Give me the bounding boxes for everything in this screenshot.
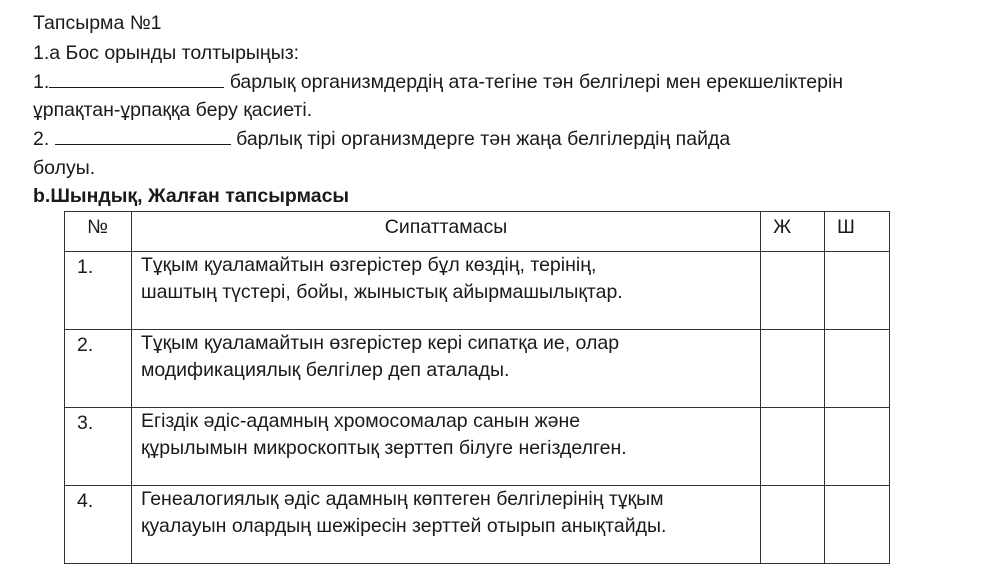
row-description-line: Тұқым қуаламайтын өзгерістер кері сипатқа ие, олар	[140, 332, 620, 354]
false-answer-cell[interactable]	[825, 252, 890, 330]
row-description-line: Генеалогиялық әдіс адамның көптеген белгілерінің тұқым	[140, 488, 664, 510]
table-row	[65, 408, 890, 486]
header-description: Сипаттамасы	[131, 212, 760, 252]
section-a-heading: 1.а Бос орынды толтырыңыз:	[33, 42, 300, 64]
header-true: Ж	[761, 212, 825, 252]
row-description-line: қуалауын олардың шежіресін зерттей отырып анықтайды.	[140, 515, 667, 537]
row-number: 1.	[65, 252, 132, 330]
row-description	[131, 330, 760, 408]
header-false: Ш	[825, 212, 890, 252]
fill-item-1-line-1	[33, 70, 843, 94]
fill-item-1-line-2: ұрпақтан-ұрпаққа беру қасиеті.	[33, 99, 313, 121]
true-answer-cell[interactable]	[761, 252, 825, 330]
table-row	[65, 330, 890, 408]
section-b-heading: b.Шындық, Жалған тапсырмасы	[33, 185, 350, 207]
row-description-line: шаштың түстері, бойы, жыныстық айырмашылықтар.	[140, 281, 623, 303]
false-answer-cell[interactable]	[825, 408, 890, 486]
row-description	[131, 252, 760, 330]
task-title: Тапсырма №1	[33, 12, 162, 34]
fill-item-2-number: 2.	[33, 128, 50, 150]
true-false-table	[64, 211, 890, 564]
table-header-row	[65, 212, 890, 252]
fill-item-2-line-1	[33, 127, 730, 151]
row-description-line: Тұқым қуаламайтын өзгерістер бұл көздің, терінің,	[140, 254, 597, 276]
row-description-line: Егіздік әдіс-адамның хромосомалар санын және	[140, 410, 581, 432]
row-description-line: модификациялық белгілер деп аталады.	[140, 359, 510, 381]
true-answer-cell[interactable]	[761, 486, 825, 564]
fill-item-1-text: барлық организмдердің ата-тегіне тән белгілері мен ерекшеліктерін	[229, 71, 844, 93]
table-row	[65, 486, 890, 564]
header-number: №	[65, 212, 132, 252]
row-number: 4.	[65, 486, 132, 564]
fill-item-2-line-2: болуы.	[33, 157, 96, 179]
fill-item-1-number: 1.	[33, 71, 50, 93]
fill-blank-1[interactable]	[49, 70, 224, 88]
row-description	[131, 486, 760, 564]
row-description	[131, 408, 760, 486]
true-answer-cell[interactable]	[761, 330, 825, 408]
false-answer-cell[interactable]	[825, 486, 890, 564]
table-row	[65, 252, 890, 330]
fill-item-2-text: барлық тірі организмдерге тән жаңа белгілердің пайда	[236, 128, 731, 150]
row-number: 2.	[65, 330, 132, 408]
fill-blank-2[interactable]	[55, 127, 231, 145]
row-description-line: құрылымын микроскоптық зерттеп білуге негізделген.	[140, 437, 627, 459]
row-number: 3.	[65, 408, 132, 486]
true-answer-cell[interactable]	[761, 408, 825, 486]
false-answer-cell[interactable]	[825, 330, 890, 408]
